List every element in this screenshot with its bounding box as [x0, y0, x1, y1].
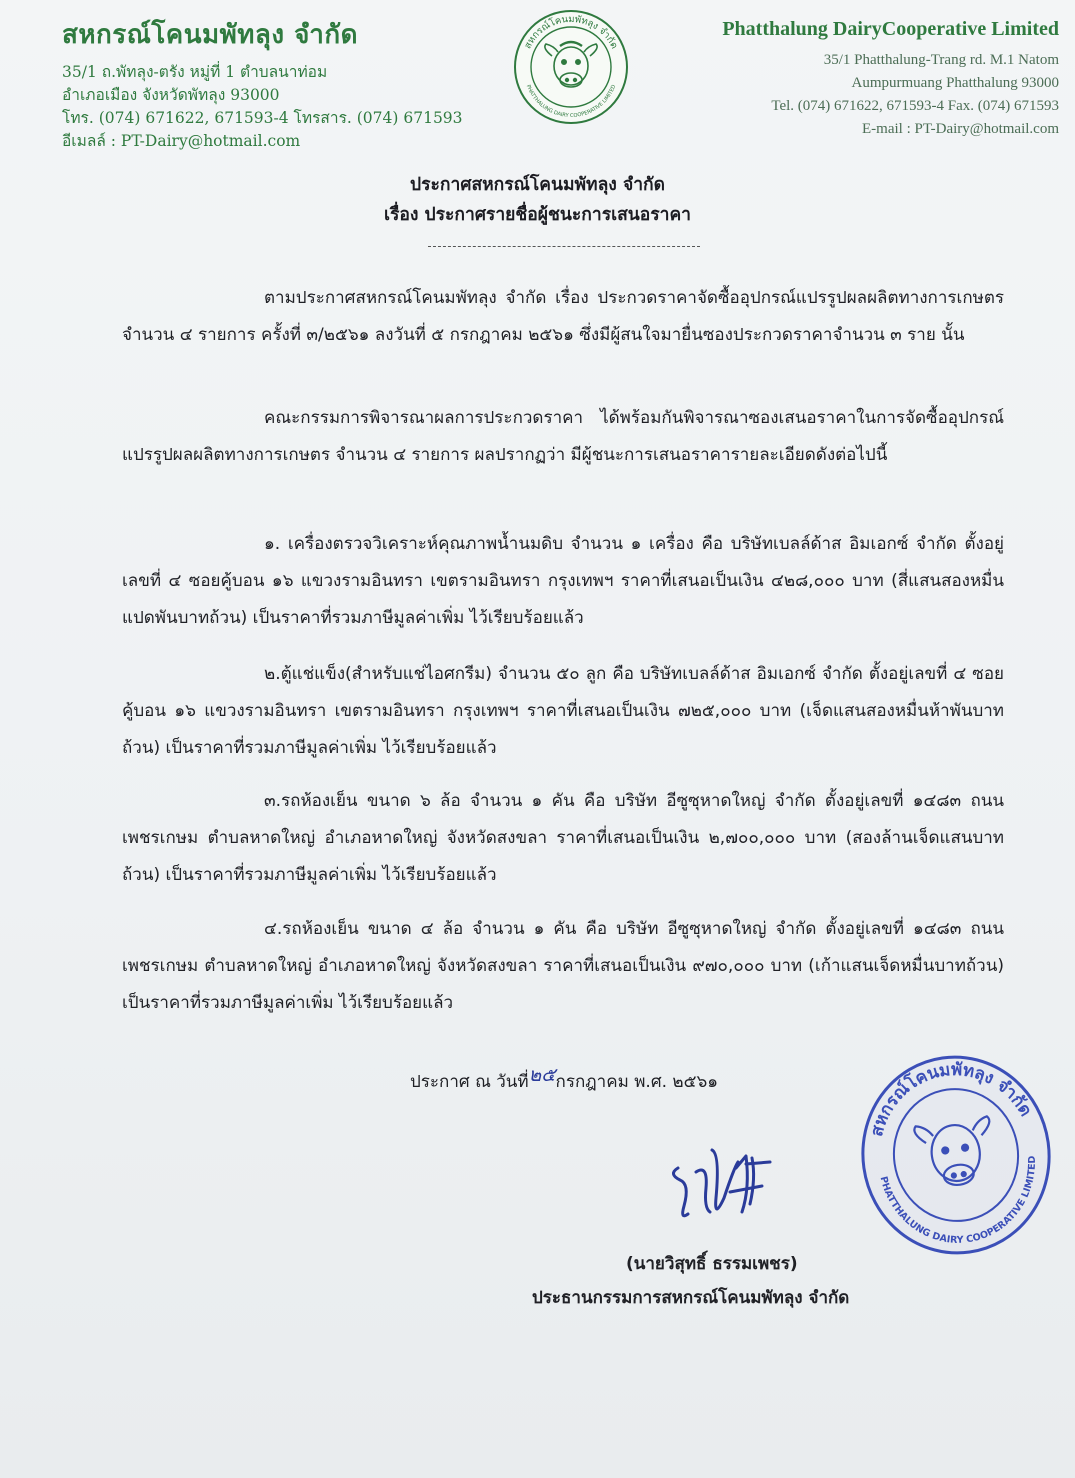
org-name-english: Phatthalung DairyCooperative Limited	[722, 18, 1059, 40]
paragraph-committee-text: คณะกรรมการพิจารณาผลการประกวดราคา ได้พร้อมกันพิจารณาซองเสนอราคาในการจัดซื้ออุปกรณ์แปรรูปผลผลิตทางการเกษตร จำนวน ๔ รายการ ผลปรากฏว่า มีผู้ชนะการเสนอราคารายละเอียดดังต่อไปนี้	[122, 408, 1004, 465]
winner-item-1	[122, 526, 1004, 637]
winner-item-3-text: ๓.รถห้องเย็น ขนาด ๖ ล้อ จำนวน ๑ คัน คือ บริษัท อีซูซุหาดใหญ่ จำกัด ตั้งอยู่เลขที่ ๑๔๘๓ ถนนเพชรเกษม ตำบลหาดใหญ่ อำเภอหาดใหญ่ จังหวัดสงขลา ราคาที่เสนอเป็นเงิน ๒,๗๐๐,๐๐๐ บาท (สองล้านเจ็ดแสนบาทถ้วน) เป็นราคาที่รวมภาษีมูลค่าเพิ่ม ไว้เรียบร้อยแล้ว	[122, 791, 1004, 885]
org-name-thai: สหกรณ์โคนมพัทลุง จำกัด	[62, 20, 359, 50]
address-line-2-thai: อำเภอเมือง จังหวัดพัทลุง 93000	[62, 86, 280, 104]
signatory-position: ประธานกรรมการสหกรณ์โคนมพัทลุง จำกัด	[532, 1288, 850, 1308]
winner-item-1-text: ๑. เครื่องตรวจวิเคราะห์คุณภาพน้ำนมดิบ จำนวน ๑ เครื่อง คือ บริษัทเบลล์ด้าส อิมเอกซ์ จำกัด ตั้งอยู่เลขที่ ๔ ซอยคู้บอน ๑๖ แขวงรามอินทรา เขตรามอินทรา กรุงเทพฯ ราคาที่เสนอเป็นเงิน ๔๒๘,๐๐๐ บาท (สี่แสนสองหมื่นแปดพันบาทถ้วน) เป็นราคาที่รวมภาษีมูลค่าเพิ่ม ไว้เรียบร้อยแล้ว	[122, 534, 1004, 628]
svg-text:สหกรณ์โคนมพัทลุง จำกัด: สหกรณ์โคนมพัทลุง จำกัด	[866, 1059, 1036, 1139]
paragraph-intro-text: ตามประกาศสหกรณ์โคนมพัทลุง จำกัด เรื่อง ประกวดราคาจัดซื้ออุปกรณ์แปรรูปผลผลิตทางการเกษตร จำนวน ๔ รายการ ครั้งที่ ๓/๒๕๖๑ ลงวันที่ ๕ กรกฎาคม ๒๕๖๑ ซึ่งมีผู้สนใจมายื่นซองประกวดราคาจำนวน ๓ ราย นั้น	[122, 288, 1004, 345]
signatory-name: (นายวิสุทธิ์ ธรรมเพชร)	[626, 1254, 798, 1274]
winner-item-3	[122, 783, 1004, 894]
announce-suffix: กรกฎาคม พ.ศ. ๒๕๖๑	[555, 1072, 719, 1092]
winner-item-2-text: ๒.ตู้แช่แข็ง(สำหรับแช่ไอศกรีม) จำนวน ๕๐ ลูก คือ บริษัทเบลล์ด้าส อิมเอกซ์ จำกัด ตั้งอยู่เลขที่ ๔ ซอยคู้บอน ๑๖ แขวงรามอินทรา เขตรามอินทรา กรุงเทพฯ ราคาที่เสนอเป็นเงิน ๗๒๕,๐๐๐ บาท (เจ็ดแสนสองหมื่นห้าพันบาทถ้วน) เป็นราคาที่รวมภาษีมูลค่าเพิ่ม ไว้เรียบร้อยแล้ว	[122, 664, 1004, 758]
address-line-1-english: 35/1 Phatthalung-Trang rd. M.1 Natom	[823, 52, 1059, 68]
winner-item-4	[122, 911, 1004, 1022]
announce-prefix: ประกาศ ณ วันที่	[410, 1072, 529, 1092]
announcement-subject: เรื่อง ประกาศรายชื่อผู้ชนะการเสนอราคา	[383, 205, 692, 225]
email-english: E-mail : PT-Dairy@hotmail.com	[862, 121, 1059, 137]
phone-thai: โทร. (074) 671622, 671593-4 โทรสาร. (074) 671593	[62, 109, 463, 127]
svg-text:สหกรณ์โคนมพัทลุง จำกัด: สหกรณ์โคนมพัทลุง จำกัด	[522, 13, 620, 51]
letterhead-thai	[62, 14, 463, 153]
phone-english: Tel. (074) 671622, 671593-4 Fax. (074) 671593	[771, 98, 1059, 114]
handwritten-day: ๒๕	[528, 1064, 556, 1086]
title-divider	[428, 246, 700, 247]
winner-item-4-text: ๔.รถห้องเย็น ขนาด ๔ ล้อ จำนวน ๑ คัน คือ บริษัท อีซูซุหาดใหญ่ จำกัด ตั้งอยู่เลขที่ ๑๔๘๓ ถนนเพชรเกษม ตำบลหาดใหญ่ อำเภอหาดใหญ่ จังหวัดสงขลา ราคาที่เสนอเป็นเงิน ๙๗๐,๐๐๐ บาท (เก้าแสนเจ็ดหมื่นบาทถ้วน) เป็นราคาที่รวมภาษีมูลค่าเพิ่ม ไว้เรียบร้อยแล้ว	[122, 919, 1004, 1013]
announcement-title: ประกาศสหกรณ์โคนมพัทลุง จำกัด	[410, 175, 665, 195]
handwritten-signature	[650, 1128, 800, 1238]
address-line-2-english: Aumpurmuang Phatthalung 93000	[851, 75, 1059, 91]
cooperative-logo	[512, 8, 630, 126]
letterhead-english	[722, 18, 1059, 141]
paragraph-intro	[122, 280, 1004, 354]
email-thai: อีเมลล์ : PT-Dairy@hotmail.com	[62, 132, 301, 150]
official-stamp	[858, 1053, 1054, 1258]
announcement-date	[410, 1066, 718, 1096]
svg-text:PHATTHALUNG DAIRY COOPERATIVE: PHATTHALUNG DAIRY COOPERATIVE LIMITED	[877, 1155, 1038, 1246]
winner-item-2	[122, 656, 1004, 767]
address-line-1-thai: 35/1 ถ.พัทลุง-ตรัง หมู่ที่ 1 ตำบลนาท่อม	[62, 63, 328, 81]
paragraph-committee	[122, 400, 1004, 474]
svg-text:PHATTHALUNG DAIRY COOPERATIVE: PHATTHALUNG DAIRY COOPERATIVE LIMITED	[524, 84, 618, 120]
